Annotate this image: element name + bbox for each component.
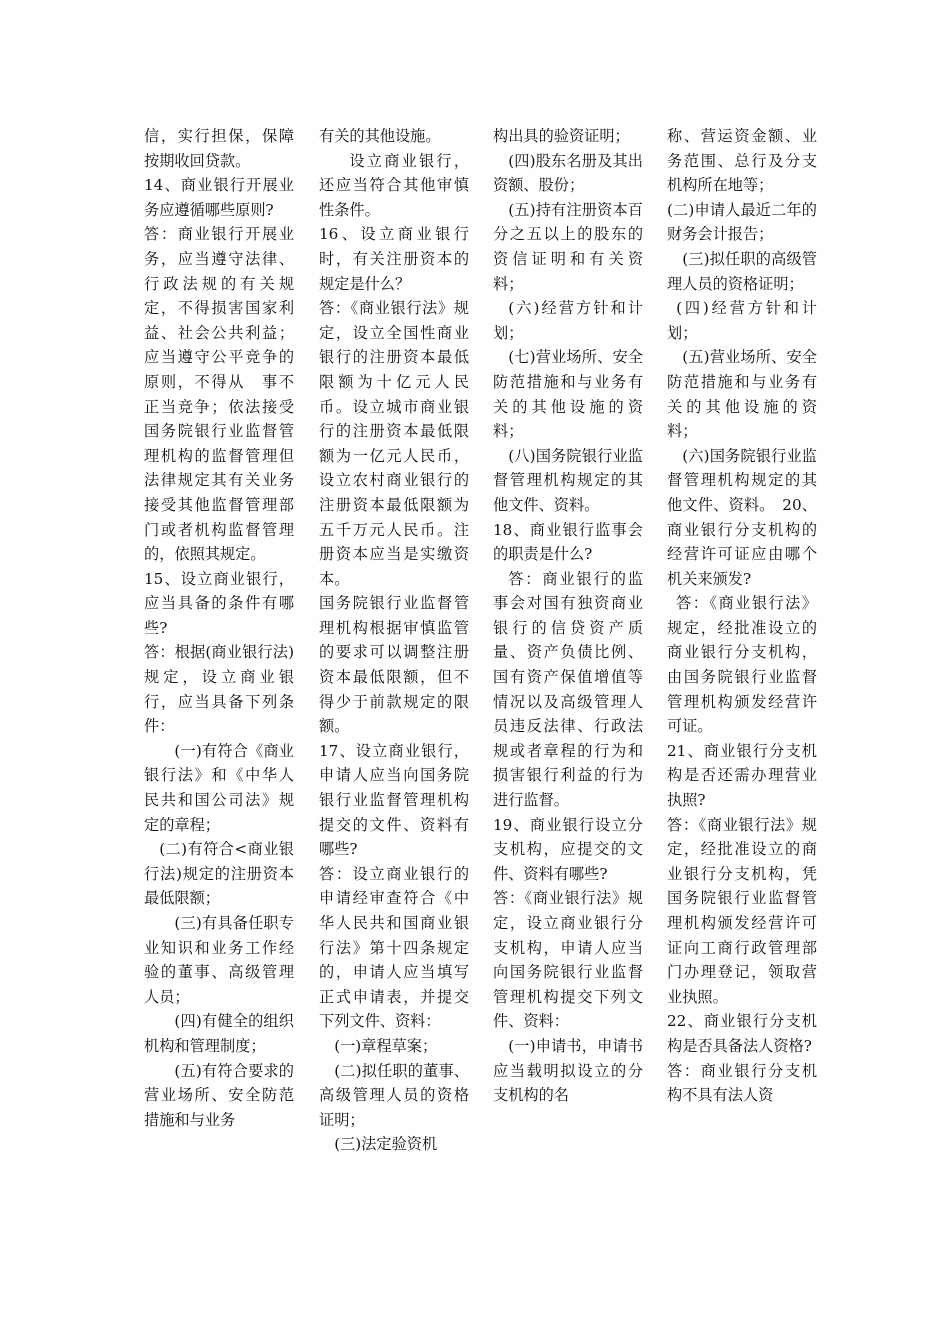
paragraph: (四)有健全的组织机构和管理制度； bbox=[144, 1012, 294, 1055]
paragraph: 构出具的验资证明； bbox=[493, 127, 630, 145]
paragraph: (三)法定验资机 bbox=[334, 1135, 438, 1154]
paragraph: 设立商业银行，还应当符合其他审慎性条件。 bbox=[319, 151, 469, 219]
text-column-2 bbox=[319, 124, 469, 1224]
paragraph: (三)拟任职的高级管理人员的资格证明； bbox=[667, 249, 817, 293]
paragraph: 答：商业银行分支机构不具有法人资 bbox=[667, 1061, 817, 1105]
paragraph: (六)经营方针和计划； bbox=[493, 299, 643, 342]
paragraph: (一)章程草案； bbox=[334, 1036, 438, 1055]
paragraph: 19、商业银行设立分支机构，应提交的文件、资料有哪些? bbox=[493, 815, 643, 883]
paragraph: (五)有符合要求的营业场所、安全防范措施和与业务 bbox=[144, 1061, 294, 1129]
paragraph: (三)有具备任职专业知识和业务工作经验的董事、高级管理人员； bbox=[144, 914, 294, 1006]
paragraph: (七)营业场所、安全防范措施和与业务有关的其他设施的资料； bbox=[493, 348, 643, 441]
paragraph: 15、设立商业银行，应当具备的条件有哪些? bbox=[144, 569, 294, 637]
paragraph: (五)营业场所、安全防范措施和与业务有关的其他设施的资料； bbox=[667, 348, 817, 441]
paragraph: 答：《商业银行法》规定，设立全国性商业银行的注册资本最低限额为十亿元人民币。设立城市商业银行的注册资本最低限额为一亿元人民币，设立农村商业银行的注册资本最低限额为五千万元人民币。注册资本应当是实缴资本。 bbox=[319, 299, 469, 588]
paragraph: 答：《商业银行法》规定，经批准设立的商业银行分支机构，由国务院银行业监督管理机构颁发经营许可证。 bbox=[667, 594, 817, 736]
paragraph: 答：《商业银行法》规定，经批准设立的商业银行分支机构，凭国务院银行业监督管理机构颁发经营许可证向工商行政管理部门办理登记，领取营业执照。 bbox=[667, 815, 817, 1006]
paragraph: (二)申请人最近二年的财务会计报告； bbox=[667, 200, 817, 244]
paragraph: (一)有符合《商业银行法》和《中华人民共和国公司法》规定的章程； bbox=[144, 741, 294, 834]
paragraph: (六)国务院银行业监督管理机构规定的其他文件、资料。 20、商业银行分支机构的经营许可证应由哪个机关来颁发? bbox=[667, 446, 817, 588]
paragraph: 答：商业银行开展业务，应当遵守法律、行政法规的有关规定，不得损害国家利益、社会公共利益；应当遵守公平竞争的原则，不得从 事不正当竞争；依法接受国务院银行业监督管理机构的监督管理但法律规定其有关业务接受其他监督管理部门或者机构监督管理的，依照其规定。 bbox=[144, 225, 294, 564]
paragraph: (一)申请书，申请书应当载明拟设立的分支机构的名 bbox=[493, 1036, 643, 1105]
paragraph: 称、营运资金额、业务范围、总行及分支机构所在地等； bbox=[667, 127, 817, 195]
text-column-4 bbox=[667, 124, 817, 1224]
paragraph: 14、商业银行开展业务应遵循哪些原则? bbox=[144, 176, 294, 219]
paragraph: 22、商业银行分支机构是否具备法人资格? bbox=[667, 1012, 817, 1055]
text-column-1 bbox=[144, 124, 294, 1224]
paragraph: (四)经营方针和计划； bbox=[667, 299, 817, 342]
paragraph: 答：根据(商业银行法)规定，设立商业银行，应当具备下列条件： bbox=[144, 643, 294, 736]
text-column-3 bbox=[493, 124, 643, 1224]
paragraph: (二)有符合<商业银行法)规定的注册资本最低限额； bbox=[144, 840, 294, 908]
paragraph: 信，实行担保，保障按期收回贷款。 bbox=[144, 127, 294, 170]
paragraph: 国务院银行业监督管理机构根据审慎监管的要求可以调整注册资本最低限额，但不得少于前款规定的限额。 bbox=[319, 594, 469, 736]
paragraph: (五)持有注册资本百分之五以上的股东的资信证明和有关资料； bbox=[493, 200, 643, 293]
paragraph: 18、商业银行监事会的职责是什么? bbox=[493, 520, 643, 564]
paragraph: 答：商业银行的监事会对国有独资商业银行的信贷资产质量、资产负债比例、国有资产保值增值等情况以及高级管理人员违反法律、行政法规或者章程的行为和损害银行利益的行为进行监督。 bbox=[493, 569, 643, 810]
paragraph: 21、商业银行分支机构是否还需办理营业执照? bbox=[667, 741, 817, 810]
paragraph: (二)拟任职的董事、高级管理人员的资格证明； bbox=[319, 1061, 469, 1129]
paragraph: (八)国务院银行业监督管理机构规定的其他文件、资料。 bbox=[493, 446, 643, 514]
paragraph: 17、设立商业银行，申请人应当向国务院银行业监督管理机构提交的文件、资料有哪些? bbox=[319, 741, 469, 859]
paragraph: (四)股东名册及其出资额、股份； bbox=[493, 151, 643, 195]
paragraph: 答：设立商业银行的申请经审查符合《中华人民共和国商业银行法》第十四条规定的，申请人应当填写正式申请表，并提交下列文件、资料： bbox=[319, 864, 469, 1031]
paragraph: 16、设立商业银行时，有关注册资本的规定是什么？ bbox=[319, 225, 469, 293]
paragraph: 有关的其他设施。 bbox=[319, 127, 441, 145]
paragraph: 答：《商业银行法》规定，设立商业银行分支机构，申请人应当向国务院银行业监督管理机构提交下列文件、资料： bbox=[493, 889, 643, 1031]
